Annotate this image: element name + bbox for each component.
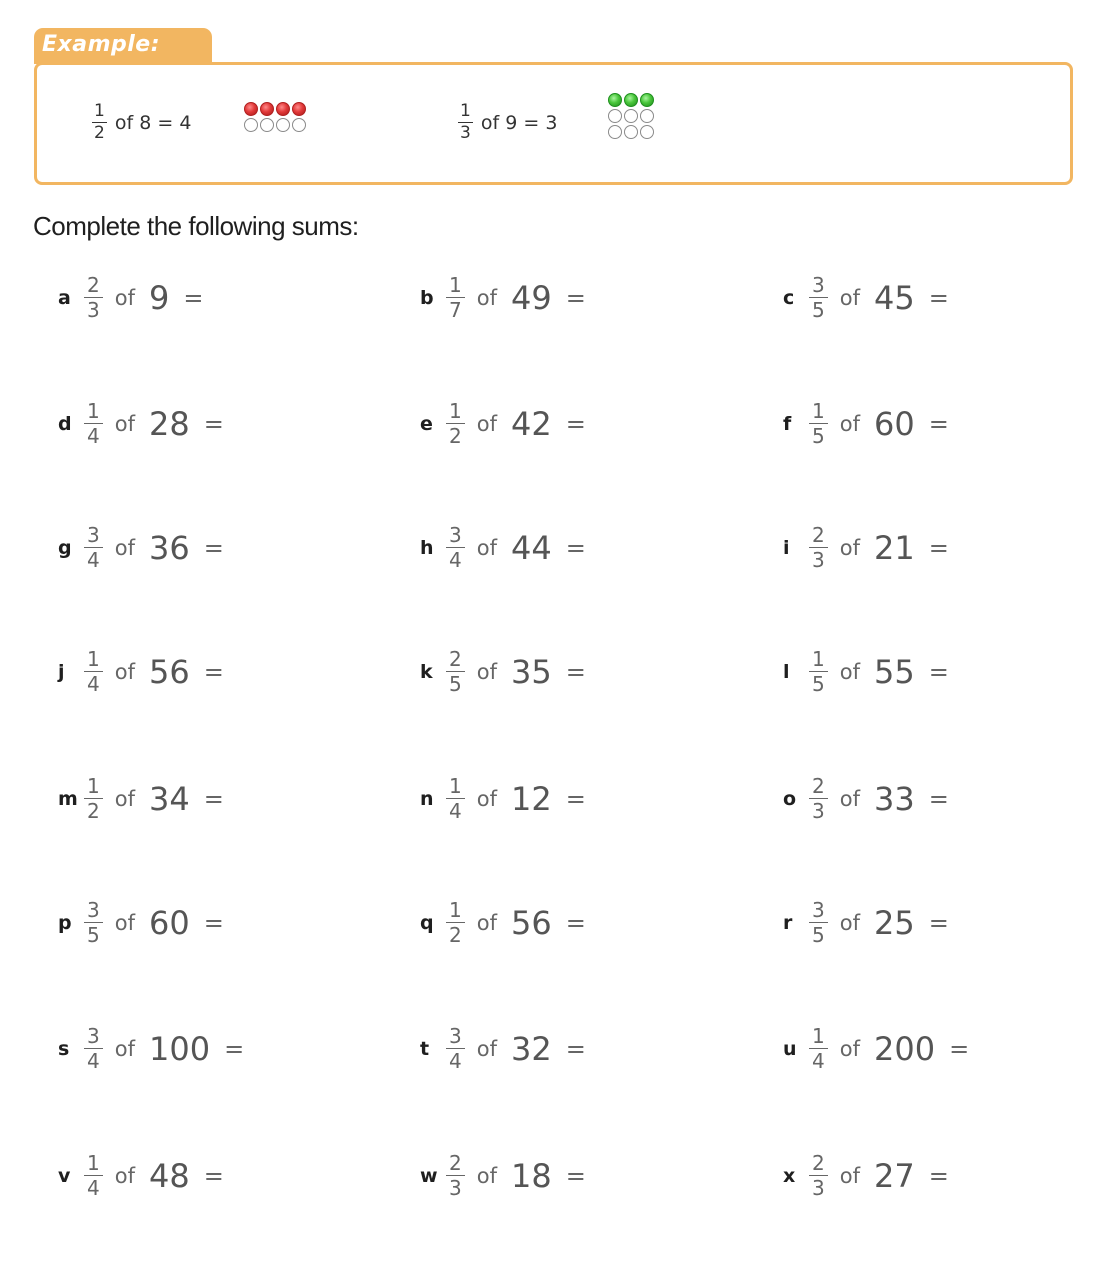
problem-denominator: 2 — [446, 922, 465, 945]
problem-of: of — [839, 1036, 860, 1061]
problem-whole-number: 28 — [148, 404, 190, 443]
problem-whole-number: 25 — [873, 903, 915, 942]
problem-whole-number: 42 — [510, 404, 552, 443]
problem-letter: f — [783, 412, 792, 435]
problem-fraction — [809, 275, 828, 320]
problem-equals: = — [565, 657, 586, 686]
problem-letter: w — [420, 1164, 438, 1187]
problem-numerator: 3 — [87, 898, 100, 922]
problem-u — [783, 1026, 969, 1071]
problem-equals: = — [949, 1034, 970, 1063]
problem-equals: = — [565, 908, 586, 937]
example-2 — [458, 103, 557, 142]
problem-equals: = — [565, 1034, 586, 1063]
problem-fraction — [84, 900, 103, 945]
problem-denominator: 5 — [809, 423, 828, 446]
problem-equals: = — [565, 784, 586, 813]
problem-denominator: 2 — [446, 423, 465, 446]
problem-fraction — [446, 649, 465, 694]
problem-denominator: 3 — [809, 547, 828, 570]
problem-t — [420, 1026, 586, 1071]
problem-letter: x — [783, 1164, 796, 1187]
problem-numerator: 2 — [449, 647, 462, 671]
problem-letter: c — [783, 286, 795, 309]
empty-counter — [624, 125, 638, 139]
problem-letter: s — [58, 1037, 70, 1060]
problem-n — [420, 776, 586, 821]
problem-denominator: 5 — [446, 671, 465, 694]
problem-numerator: 2 — [449, 1151, 462, 1175]
problem-letter: e — [420, 412, 433, 435]
filled-counter — [624, 93, 638, 107]
problem-letter: j — [58, 660, 65, 683]
example-1-numerator: 1 — [94, 101, 105, 121]
example-1-fraction — [92, 103, 107, 142]
problem-j — [58, 649, 224, 694]
problem-of: of — [476, 411, 497, 436]
problem-equals: = — [224, 1034, 245, 1063]
problem-of: of — [839, 659, 860, 684]
empty-counter — [260, 118, 274, 132]
problem-of: of — [114, 1036, 135, 1061]
problem-equals: = — [565, 409, 586, 438]
problem-x — [783, 1153, 949, 1198]
example-1-counters — [244, 102, 306, 132]
instruction-text: Complete the following sums: — [33, 211, 359, 241]
example-2-whole: 9 — [505, 111, 518, 134]
problem-letter: m — [58, 787, 78, 810]
problem-denominator: 5 — [84, 922, 103, 945]
problem-q — [420, 900, 586, 945]
problem-s — [58, 1026, 244, 1071]
example-1-whole: 8 — [139, 111, 152, 134]
example-2-of: of — [480, 111, 500, 134]
problem-equals: = — [928, 908, 949, 937]
example-2-result: 3 — [545, 111, 558, 134]
problem-denominator: 7 — [446, 297, 465, 320]
problem-letter: h — [420, 536, 434, 559]
problem-b — [420, 275, 586, 320]
problem-letter: u — [783, 1037, 797, 1060]
problem-numerator: 1 — [449, 774, 462, 798]
problem-denominator: 4 — [446, 1048, 465, 1071]
problem-fraction — [809, 1153, 828, 1198]
problem-whole-number: 32 — [510, 1029, 552, 1068]
problem-fraction — [809, 900, 828, 945]
problem-of: of — [839, 910, 860, 935]
problem-fraction — [84, 401, 103, 446]
problem-whole-number: 49 — [510, 278, 552, 317]
problem-equals: = — [203, 908, 224, 937]
problem-i — [783, 525, 949, 570]
problem-denominator: 3 — [84, 297, 103, 320]
problem-denominator: 4 — [446, 798, 465, 821]
problem-equals: = — [928, 283, 949, 312]
problem-numerator: 1 — [449, 399, 462, 423]
problem-fraction — [809, 1026, 828, 1071]
problem-whole-number: 60 — [873, 404, 915, 443]
problem-fraction — [84, 1026, 103, 1071]
problem-equals: = — [203, 409, 224, 438]
problem-r — [783, 900, 949, 945]
empty-counter — [608, 125, 622, 139]
filled-counter — [608, 93, 622, 107]
example-1-of: of — [114, 111, 134, 134]
problem-denominator: 4 — [84, 1048, 103, 1071]
problem-numerator: 1 — [449, 273, 462, 297]
problem-whole-number: 35 — [510, 652, 552, 691]
problem-letter: q — [420, 911, 434, 934]
empty-counter — [292, 118, 306, 132]
problem-fraction — [446, 525, 465, 570]
problem-whole-number: 21 — [873, 528, 915, 567]
example-2-numerator: 1 — [460, 101, 471, 121]
problem-fraction — [809, 525, 828, 570]
problem-whole-number: 56 — [148, 652, 190, 691]
problem-of: of — [839, 1163, 860, 1188]
problem-fraction — [84, 776, 103, 821]
problem-whole-number: 56 — [510, 903, 552, 942]
problem-denominator: 3 — [809, 798, 828, 821]
example-2-equals: = — [523, 111, 540, 134]
problem-letter: d — [58, 412, 72, 435]
problem-whole-number: 27 — [873, 1156, 915, 1195]
problem-denominator: 4 — [84, 547, 103, 570]
problem-of: of — [476, 1163, 497, 1188]
problem-of: of — [114, 411, 135, 436]
problem-denominator: 3 — [809, 1175, 828, 1198]
problem-whole-number: 200 — [873, 1029, 936, 1068]
problem-equals: = — [203, 1161, 224, 1190]
filled-counter — [244, 102, 258, 116]
problem-denominator: 2 — [84, 798, 103, 821]
problem-v — [58, 1153, 224, 1198]
example-1 — [92, 103, 191, 142]
problem-letter: a — [58, 286, 71, 309]
problem-of: of — [476, 1036, 497, 1061]
problem-numerator: 1 — [87, 1151, 100, 1175]
problem-equals: = — [203, 784, 224, 813]
problem-letter: i — [783, 536, 790, 559]
problem-equals: = — [928, 533, 949, 562]
problem-w — [420, 1153, 586, 1198]
problem-fraction — [446, 1153, 465, 1198]
problem-equals: = — [183, 283, 204, 312]
problem-numerator: 2 — [87, 273, 100, 297]
problem-fraction — [809, 776, 828, 821]
empty-counter — [244, 118, 258, 132]
problem-fraction — [446, 776, 465, 821]
problem-of: of — [839, 535, 860, 560]
problem-numerator: 1 — [812, 647, 825, 671]
problem-denominator: 5 — [809, 297, 828, 320]
problem-denominator: 4 — [84, 1175, 103, 1198]
problem-denominator: 5 — [809, 671, 828, 694]
problem-fraction — [84, 649, 103, 694]
problem-fraction — [84, 525, 103, 570]
problem-c — [783, 275, 949, 320]
problem-whole-number: 45 — [873, 278, 915, 317]
problem-numerator: 3 — [449, 523, 462, 547]
problem-of: of — [114, 659, 135, 684]
problem-h — [420, 525, 586, 570]
problem-f — [783, 401, 949, 446]
problem-numerator: 1 — [812, 399, 825, 423]
problem-letter: l — [783, 660, 790, 683]
problem-numerator: 3 — [87, 1024, 100, 1048]
example-1-result: 4 — [179, 111, 192, 134]
example-2-fraction — [458, 103, 473, 142]
example-1-denominator: 2 — [94, 123, 105, 143]
problem-letter: o — [783, 787, 797, 810]
problem-denominator: 3 — [446, 1175, 465, 1198]
problem-fraction — [446, 275, 465, 320]
problem-d — [58, 401, 224, 446]
problem-denominator: 4 — [809, 1048, 828, 1071]
empty-counter — [640, 125, 654, 139]
problem-letter: n — [420, 787, 434, 810]
problem-of: of — [114, 535, 135, 560]
problem-letter: v — [58, 1164, 71, 1187]
problem-numerator: 1 — [87, 647, 100, 671]
problem-of: of — [114, 1163, 135, 1188]
problem-fraction — [84, 1153, 103, 1198]
problem-numerator: 3 — [812, 898, 825, 922]
problem-letter: p — [58, 911, 72, 934]
filled-counter — [260, 102, 274, 116]
problem-fraction — [446, 1026, 465, 1071]
problem-equals: = — [565, 283, 586, 312]
empty-counter — [608, 109, 622, 123]
problem-equals: = — [565, 533, 586, 562]
problem-of: of — [114, 285, 135, 310]
problem-of: of — [114, 910, 135, 935]
problem-whole-number: 100 — [148, 1029, 211, 1068]
problem-fraction — [84, 275, 103, 320]
problem-fraction — [809, 649, 828, 694]
problem-of: of — [476, 910, 497, 935]
problem-equals: = — [928, 409, 949, 438]
empty-counter — [276, 118, 290, 132]
problem-whole-number: 12 — [510, 779, 552, 818]
example-tab-label: Example: — [42, 32, 160, 57]
filled-counter — [292, 102, 306, 116]
problem-g — [58, 525, 224, 570]
problem-whole-number: 18 — [510, 1156, 552, 1195]
problem-denominator: 5 — [809, 922, 828, 945]
problem-equals: = — [565, 1161, 586, 1190]
problem-whole-number: 44 — [510, 528, 552, 567]
problem-letter: b — [420, 286, 434, 309]
problem-o — [783, 776, 949, 821]
problem-fraction — [446, 401, 465, 446]
problem-letter: g — [58, 536, 72, 559]
problem-denominator: 4 — [84, 423, 103, 446]
problem-whole-number: 48 — [148, 1156, 190, 1195]
filled-counter — [276, 102, 290, 116]
problem-letter: r — [783, 911, 793, 934]
problem-equals: = — [928, 784, 949, 813]
problem-equals: = — [928, 657, 949, 686]
example-2-denominator: 3 — [460, 123, 471, 143]
problem-e — [420, 401, 586, 446]
problem-numerator: 1 — [87, 774, 100, 798]
problem-whole-number: 55 — [873, 652, 915, 691]
problem-whole-number: 33 — [873, 779, 915, 818]
problem-numerator: 1 — [87, 399, 100, 423]
filled-counter — [640, 93, 654, 107]
example-1-equals: = — [157, 111, 174, 134]
problem-whole-number: 36 — [148, 528, 190, 567]
problem-denominator: 4 — [84, 671, 103, 694]
problem-equals: = — [203, 533, 224, 562]
problem-numerator: 3 — [87, 523, 100, 547]
problem-l — [783, 649, 949, 694]
problem-denominator: 4 — [446, 547, 465, 570]
problem-fraction — [446, 900, 465, 945]
problem-a — [58, 275, 203, 320]
problem-of: of — [839, 285, 860, 310]
problem-whole-number: 9 — [148, 278, 170, 317]
problem-letter: t — [420, 1037, 430, 1060]
problem-numerator: 2 — [812, 774, 825, 798]
problem-of: of — [839, 786, 860, 811]
problem-equals: = — [928, 1161, 949, 1190]
problem-k — [420, 649, 586, 694]
problem-m — [58, 776, 224, 821]
problem-numerator: 1 — [449, 898, 462, 922]
problem-of: of — [476, 786, 497, 811]
problem-of: of — [476, 285, 497, 310]
example-tab — [34, 28, 212, 64]
problem-whole-number: 60 — [148, 903, 190, 942]
problem-numerator: 1 — [812, 1024, 825, 1048]
problem-of: of — [839, 411, 860, 436]
problem-numerator: 3 — [449, 1024, 462, 1048]
problem-of: of — [476, 659, 497, 684]
empty-counter — [640, 109, 654, 123]
empty-counter — [624, 109, 638, 123]
problem-of: of — [476, 535, 497, 560]
problem-letter: k — [420, 660, 433, 683]
problem-equals: = — [203, 657, 224, 686]
problem-of: of — [114, 786, 135, 811]
problem-p — [58, 900, 224, 945]
problem-whole-number: 34 — [148, 779, 190, 818]
example-2-counters — [608, 93, 654, 139]
problem-numerator: 3 — [812, 273, 825, 297]
problem-numerator: 2 — [812, 523, 825, 547]
problem-fraction — [809, 401, 828, 446]
problem-numerator: 2 — [812, 1151, 825, 1175]
